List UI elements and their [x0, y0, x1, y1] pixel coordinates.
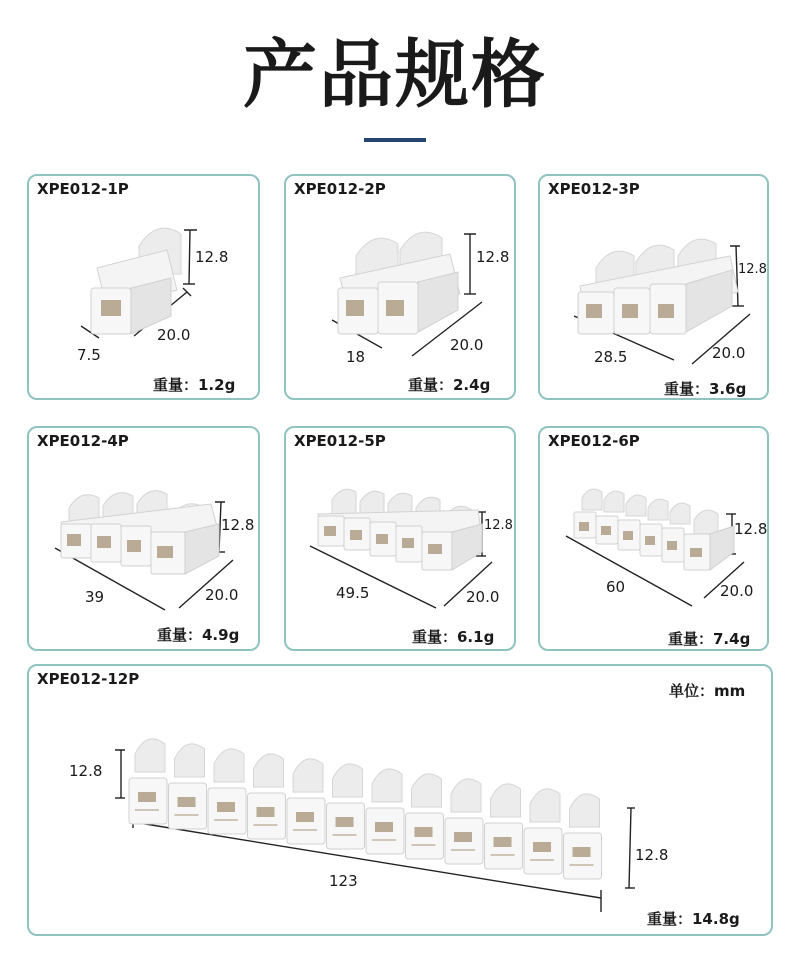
clamp-lever: [491, 784, 521, 817]
connector-3p-illustration: [540, 176, 769, 400]
terminal-slot: [138, 792, 156, 802]
model-label: XPE012-4P: [37, 432, 129, 450]
width-dimension: 60: [606, 578, 626, 596]
model-label: XPE012-5P: [294, 432, 386, 450]
weight-label: 重量：6.1g: [412, 628, 495, 646]
connector-1p-illustration: [29, 176, 260, 400]
clamp-lever: [530, 789, 560, 822]
terminal-slot: [257, 807, 275, 817]
terminal-slot: [296, 812, 314, 822]
clamp-lever: [214, 749, 244, 782]
connector-5p-illustration: [286, 428, 516, 651]
page-title: 产品规格: [243, 32, 547, 118]
width-dimension: 39: [85, 588, 105, 606]
clamp-lever: [372, 769, 402, 802]
product-card-4p: [27, 426, 260, 651]
width-dimension: 7.5: [77, 346, 101, 364]
product-card-5p: [284, 426, 516, 651]
weight-label: 重量：1.2g: [153, 376, 236, 394]
weight-label: 重量：3.6g: [664, 380, 747, 398]
terminal-slot: [573, 847, 591, 857]
height-dimension: 12.8: [476, 248, 510, 266]
terminal-slot: [375, 822, 393, 832]
depth-dimension: 20.0: [157, 326, 191, 344]
height-dimension: 12.8: [738, 262, 767, 277]
depth-dimension: 20.0: [720, 582, 754, 600]
depth-dimension: 20.0: [466, 588, 500, 606]
product-card-3p: [538, 174, 769, 400]
clamp-lever: [293, 759, 323, 792]
connector-12p-illustration: [29, 666, 773, 936]
connector-6p-illustration: [540, 428, 769, 651]
width-dimension: 28.5: [594, 348, 628, 366]
height-dimension: 12.8: [734, 520, 768, 538]
width-dimension: 18: [346, 348, 366, 366]
clamp-lever: [451, 779, 481, 812]
height-dimension: 12.8: [484, 518, 513, 533]
depth-dimension: 12.8: [635, 846, 669, 864]
clamp-lever: [412, 774, 442, 807]
clamp-lever: [333, 764, 363, 797]
terminal-slot: [178, 797, 196, 807]
clamp-lever: [135, 739, 165, 772]
unit-label: 单位：mm: [669, 682, 746, 700]
terminal-slot: [533, 842, 551, 852]
weight-label: 重量：4.9g: [157, 626, 240, 644]
depth-dimension: 20.0: [450, 336, 484, 354]
terminal-slot: [454, 832, 472, 842]
weight-label: 重量：2.4g: [408, 376, 491, 394]
height-dimension: 12.8: [221, 516, 255, 534]
weight-label: 重量：7.4g: [668, 630, 751, 648]
clamp-lever: [570, 794, 600, 827]
model-label: XPE012-12P: [37, 670, 140, 688]
terminal-slot: [415, 827, 433, 837]
terminal-slot: [217, 802, 235, 812]
clamp-lever: [175, 744, 205, 777]
clamp-lever: [254, 754, 284, 787]
height-dimension: 12.8: [69, 762, 103, 780]
depth-dimension: 20.0: [712, 344, 746, 362]
connector-12p-row: [129, 739, 602, 879]
product-card-1p: [27, 174, 260, 400]
terminal-slot: [336, 817, 354, 827]
product-card-6p: [538, 426, 769, 651]
width-dimension: 123: [329, 872, 358, 890]
product-card-12p: [27, 664, 773, 936]
title-underline: [364, 138, 426, 142]
model-label: XPE012-3P: [548, 180, 640, 198]
connector-2p-illustration: [286, 176, 516, 400]
model-label: XPE012-1P: [37, 180, 129, 198]
model-label: XPE012-6P: [548, 432, 640, 450]
depth-dimension: 20.0: [205, 586, 239, 604]
height-dimension: 12.8: [195, 248, 229, 266]
weight-label: 重量：14.8g: [647, 910, 740, 928]
width-dimension: 49.5: [336, 584, 370, 602]
product-card-2p: [284, 174, 516, 400]
model-label: XPE012-2P: [294, 180, 386, 198]
connector-4p-illustration: [29, 428, 260, 651]
terminal-slot: [494, 837, 512, 847]
